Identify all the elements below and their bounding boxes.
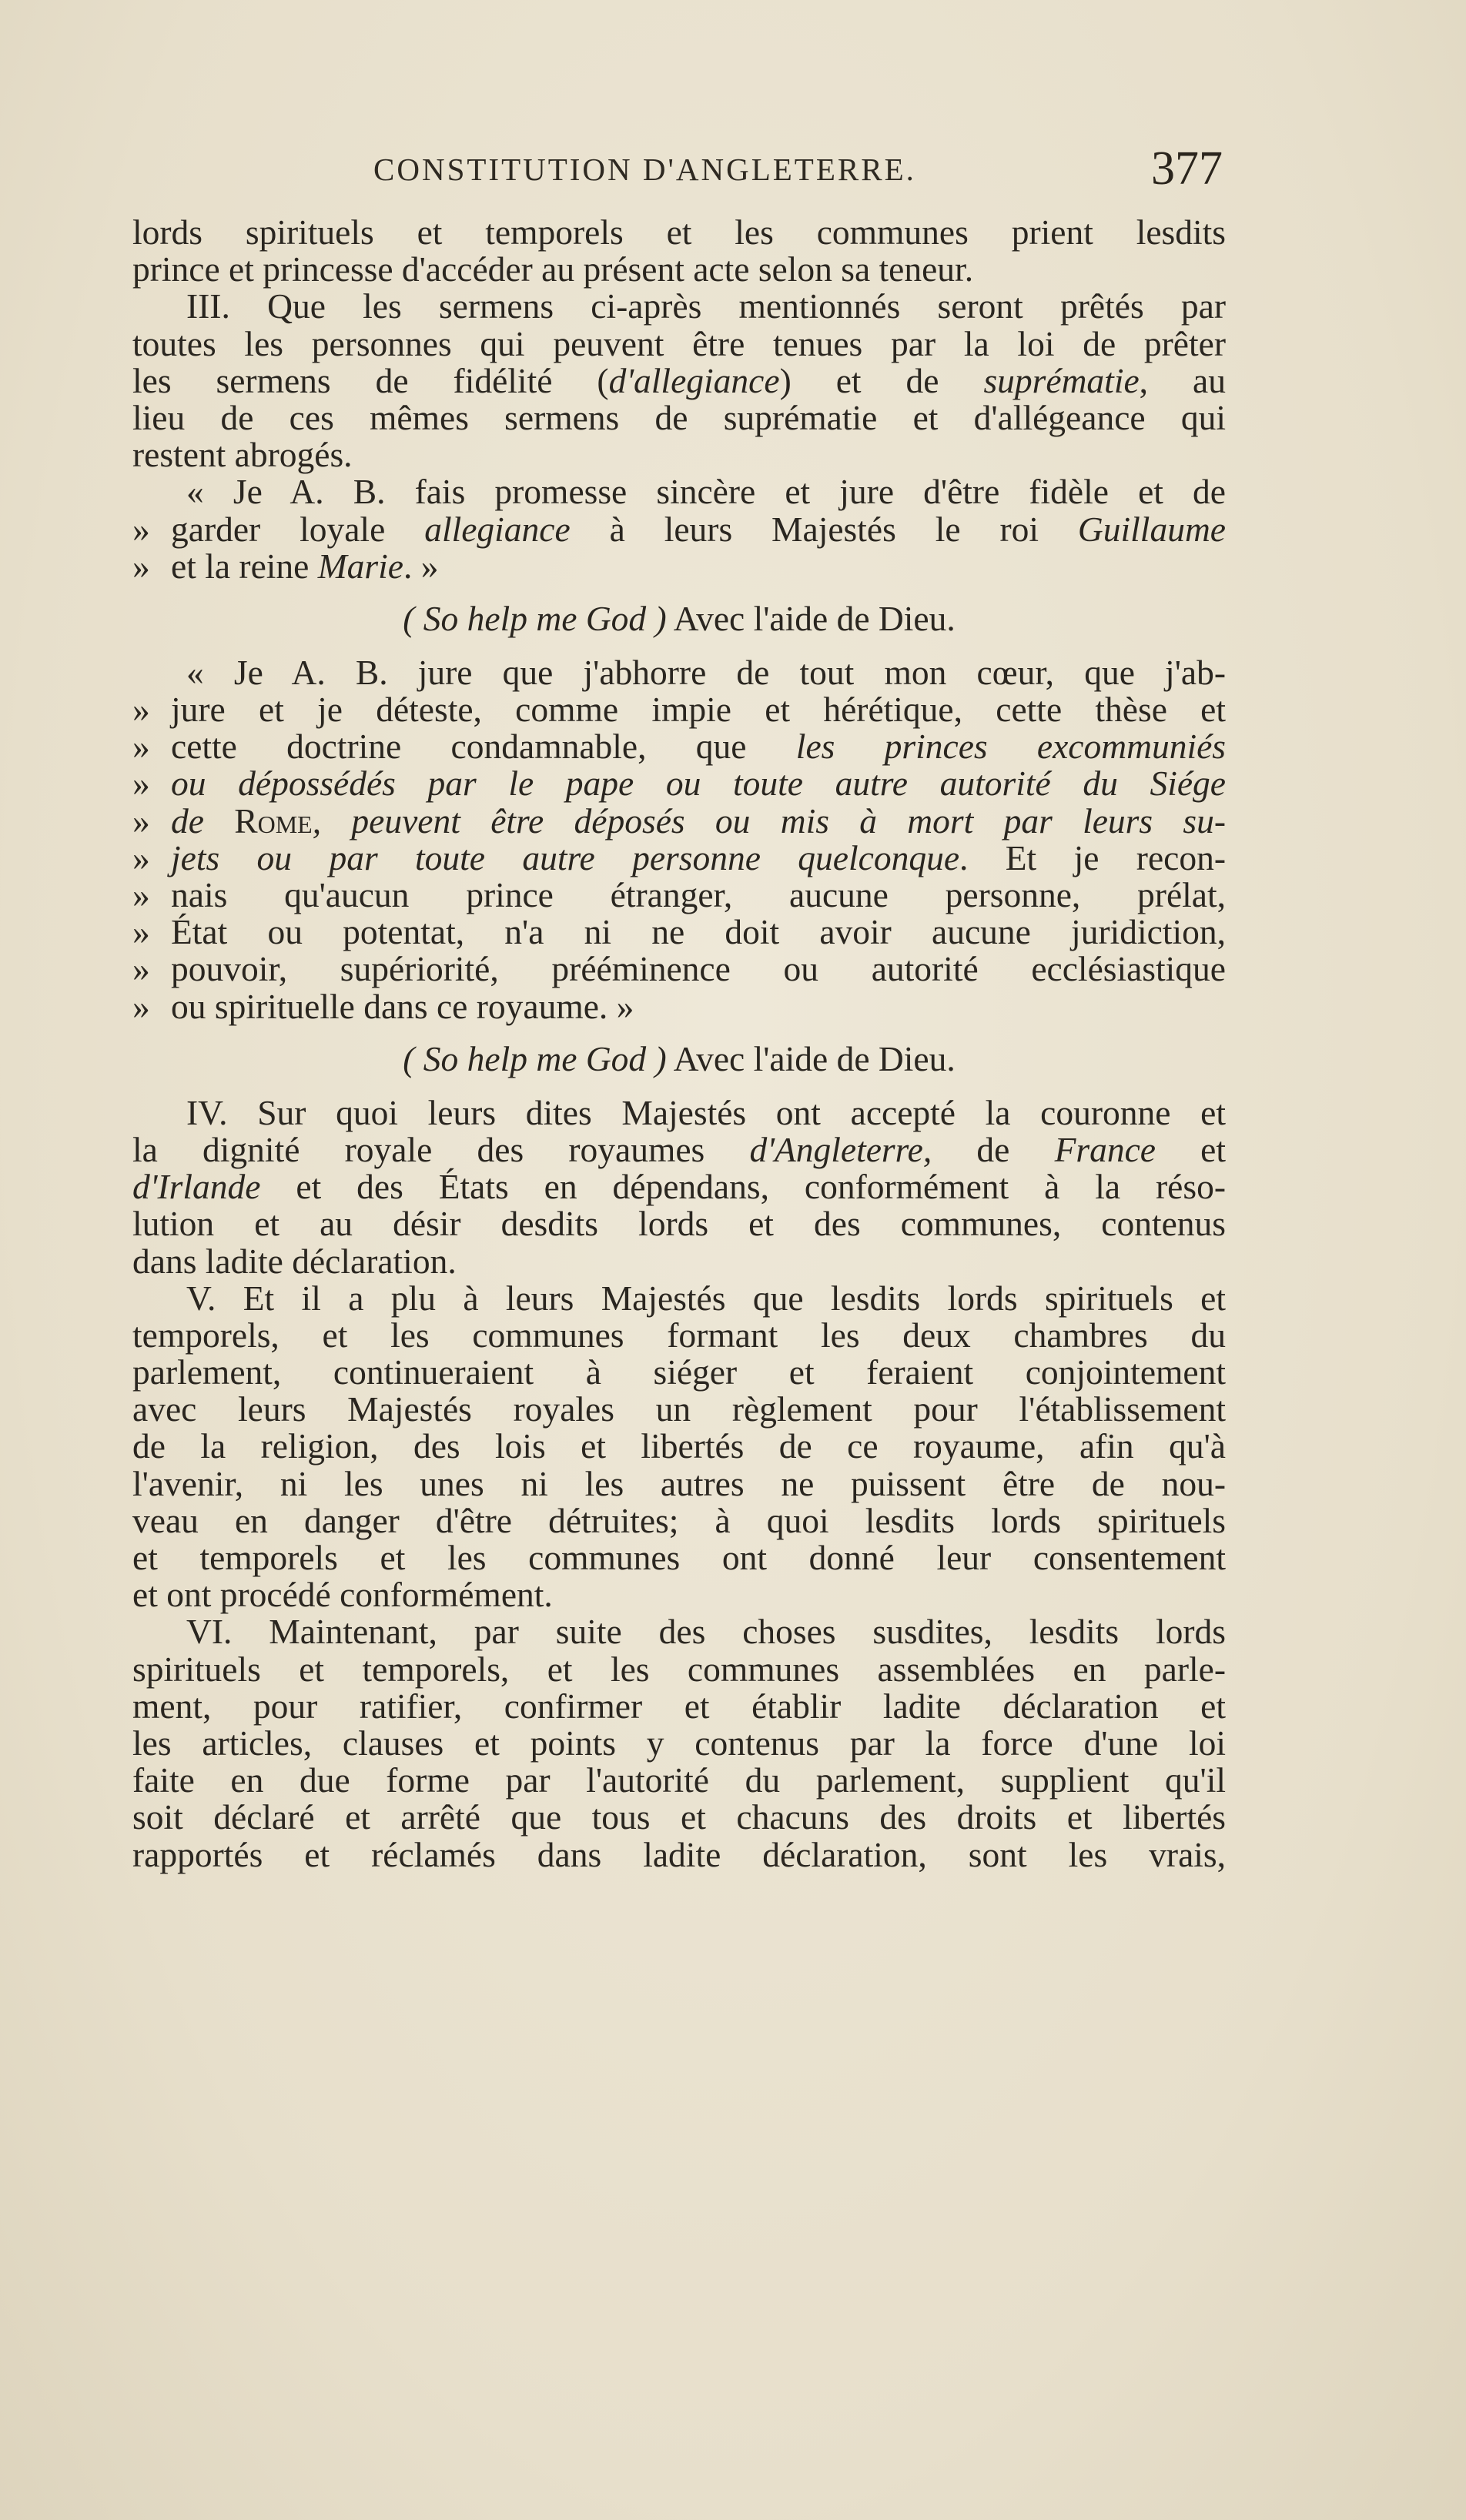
running-title: CONSTITUTION D'ANGLETERRE. — [373, 152, 916, 187]
text-line: et temporels et les communes ont donné leur consentement — [132, 1538, 1226, 1577]
text-span: jure et je déteste, comme impie et hérétique, cette thèse et — [171, 690, 1226, 730]
text-line: ment, pour ratifier, confirmer et établir ladite déclaration et — [132, 1686, 1226, 1726]
text-line: soit déclaré et arrêté que tous et chacuns des droits et libertés — [132, 1797, 1226, 1837]
article-iii-start: III. Que les sermens ci-après mentionnés seront prêtés par — [186, 286, 1226, 326]
text-span: . » — [403, 546, 439, 586]
running-head — [131, 142, 1240, 199]
text-line: restent abrogés. — [132, 435, 353, 475]
text-span: et la reine — [171, 546, 318, 586]
text-line: lieu de ces mêmes sermens de suprématie et d'allégeance qui — [132, 397, 1226, 437]
oath-line — [132, 914, 1226, 951]
page-number: 377 — [1151, 142, 1223, 195]
italic-term: ( So help me God ) — [403, 598, 667, 638]
text-line: parlement, continueraient à siéger et feraient conjointement — [132, 1352, 1226, 1392]
oath-line — [132, 877, 1226, 914]
guillemet: » — [132, 800, 150, 841]
body-text — [132, 214, 1226, 1873]
oath-line — [132, 951, 1226, 988]
text-span: garder loyale — [171, 509, 425, 549]
text-span: à leurs Majestés le roi — [570, 509, 1078, 549]
italic-term: ( So help me God ) — [403, 1038, 667, 1078]
text-line: veau en danger d'être détruites; à quoi lesdits lords spirituels — [132, 1500, 1226, 1540]
text-line: faite en due forme par l'autorité du parlement, supplient qu'il — [132, 1760, 1226, 1800]
oath-formula — [132, 1036, 1226, 1082]
text-span: État ou potentat, n'a ni ne doit avoir aucune juridiction, — [171, 912, 1226, 952]
italic-term: de — [171, 800, 235, 841]
oath-line — [132, 728, 1226, 765]
article-vi-start: VI. Maintenant, par suite des choses susdites, lesdits lords — [186, 1612, 1226, 1652]
text-span: la dignité royale des royaumes — [132, 1129, 750, 1169]
article-v-start: V. Et il a plu à leurs Majestés que lesdits lords spirituels et — [186, 1278, 1226, 1318]
guillemet: » — [132, 727, 150, 767]
italic-term: , peuvent être déposés ou mis à mort par leurs su- — [312, 800, 1227, 841]
italic-term: allegiance — [424, 509, 571, 549]
text-line: rapportés et réclamés dans ladite déclaration, sont les vrais, — [132, 1834, 1226, 1874]
italic-term: France — [1054, 1129, 1156, 1169]
guillemet: » — [132, 764, 150, 804]
italic-term: ou dépossédés par le pape ou toute autre autorité du Siége — [171, 764, 1226, 804]
oath-line — [132, 800, 1227, 841]
article-iv-start: IV. Sur quoi leurs dites Majestés ont accepté la couronne et — [186, 1092, 1226, 1132]
text-span: ou spirituelle dans ce royaume. » — [171, 986, 634, 1026]
text-line — [132, 360, 1226, 400]
guillemet: » — [132, 509, 150, 549]
text-span: Avec l'aide de Dieu. — [666, 1038, 956, 1078]
text-line: et ont procédé conformément. — [132, 1575, 553, 1615]
guillemet: » — [132, 546, 150, 586]
text-line: avec leurs Majestés royales un règlement pour l'établissement — [132, 1389, 1226, 1429]
guillemet: » — [132, 837, 150, 877]
text-span: pouvoir, supériorité, prééminence ou autorité ecclésiastique — [171, 949, 1226, 989]
oath-line — [132, 837, 1226, 877]
guillemet: » — [132, 986, 150, 1026]
guillemet: » — [132, 690, 150, 730]
text-span: ) et de — [779, 360, 984, 400]
italic-term: d'Irlande — [132, 1167, 261, 1207]
text-line: toutes les personnes qui peuvent être tenues par la loi de prêter — [132, 323, 1226, 363]
text-span: et des États en dépendans, conformément à la réso- — [260, 1167, 1226, 1207]
italic-term: les princes excommuniés — [795, 727, 1226, 767]
text-line: dans ladite déclaration. — [132, 1241, 457, 1281]
text-line: de la religion, des lois et libertés de ce royaume, afin qu'à — [132, 1426, 1226, 1466]
text-line: lords spirituels et temporels et les communes prient lesdits — [132, 212, 1226, 252]
italic-term: jets ou par toute autre personne quelconque — [171, 837, 960, 877]
text-line: spirituels et temporels, et les communes assemblées en parle- — [132, 1649, 1226, 1689]
text-span: de — [932, 1129, 1055, 1169]
oath-line — [132, 691, 1226, 728]
guillemet: » — [132, 875, 150, 914]
text-line: les articles, clauses et points y contenus par la force d'une loi — [132, 1723, 1226, 1763]
oath-line: « Je A. B. fais promesse sincère et jure d'être fidèle et de — [186, 472, 1226, 512]
oath-line — [132, 511, 1226, 548]
text-line — [132, 1168, 1226, 1205]
guillemet: » — [132, 949, 150, 989]
small-caps-term: Rome — [234, 800, 313, 841]
text-span: , au — [1139, 360, 1226, 400]
oath-line — [132, 765, 1226, 802]
guillemet: » — [132, 912, 150, 952]
italic-term: suprématie — [983, 360, 1140, 400]
text-span: Avec l'aide de Dieu. — [666, 598, 956, 638]
italic-term: Marie — [317, 546, 403, 586]
text-line: prince et princesse d'accéder au présent acte selon sa teneur. — [132, 249, 974, 289]
text-span: nais qu'aucun prince étranger, aucune personne, prélat, — [171, 875, 1226, 914]
text-line — [132, 1131, 1226, 1168]
oath-formula — [132, 596, 1226, 642]
oath-line — [132, 548, 1226, 585]
oath-line: « Je A. B. jure que j'abhorre de tout mon cœur, que j'ab- — [186, 652, 1226, 692]
italic-term: d'allegiance — [608, 360, 780, 400]
italic-term: Guillaume — [1077, 509, 1226, 549]
text-line: l'avenir, ni les unes ni les autres ne puissent être de nou- — [132, 1463, 1226, 1503]
oath-line — [132, 988, 1226, 1025]
text-span: cette doctrine condamnable, que — [171, 727, 796, 767]
italic-term: d'Angleterre, — [749, 1129, 932, 1169]
text-span: les sermens de fidélité ( — [132, 360, 609, 400]
text-span: et — [1155, 1129, 1226, 1169]
text-line: temporels, et les communes formant les deux chambres du — [132, 1315, 1226, 1355]
text-line: lution et au désir desdits lords et des communes, contenus — [132, 1204, 1226, 1244]
text-span: . Et je recon- — [959, 837, 1226, 877]
